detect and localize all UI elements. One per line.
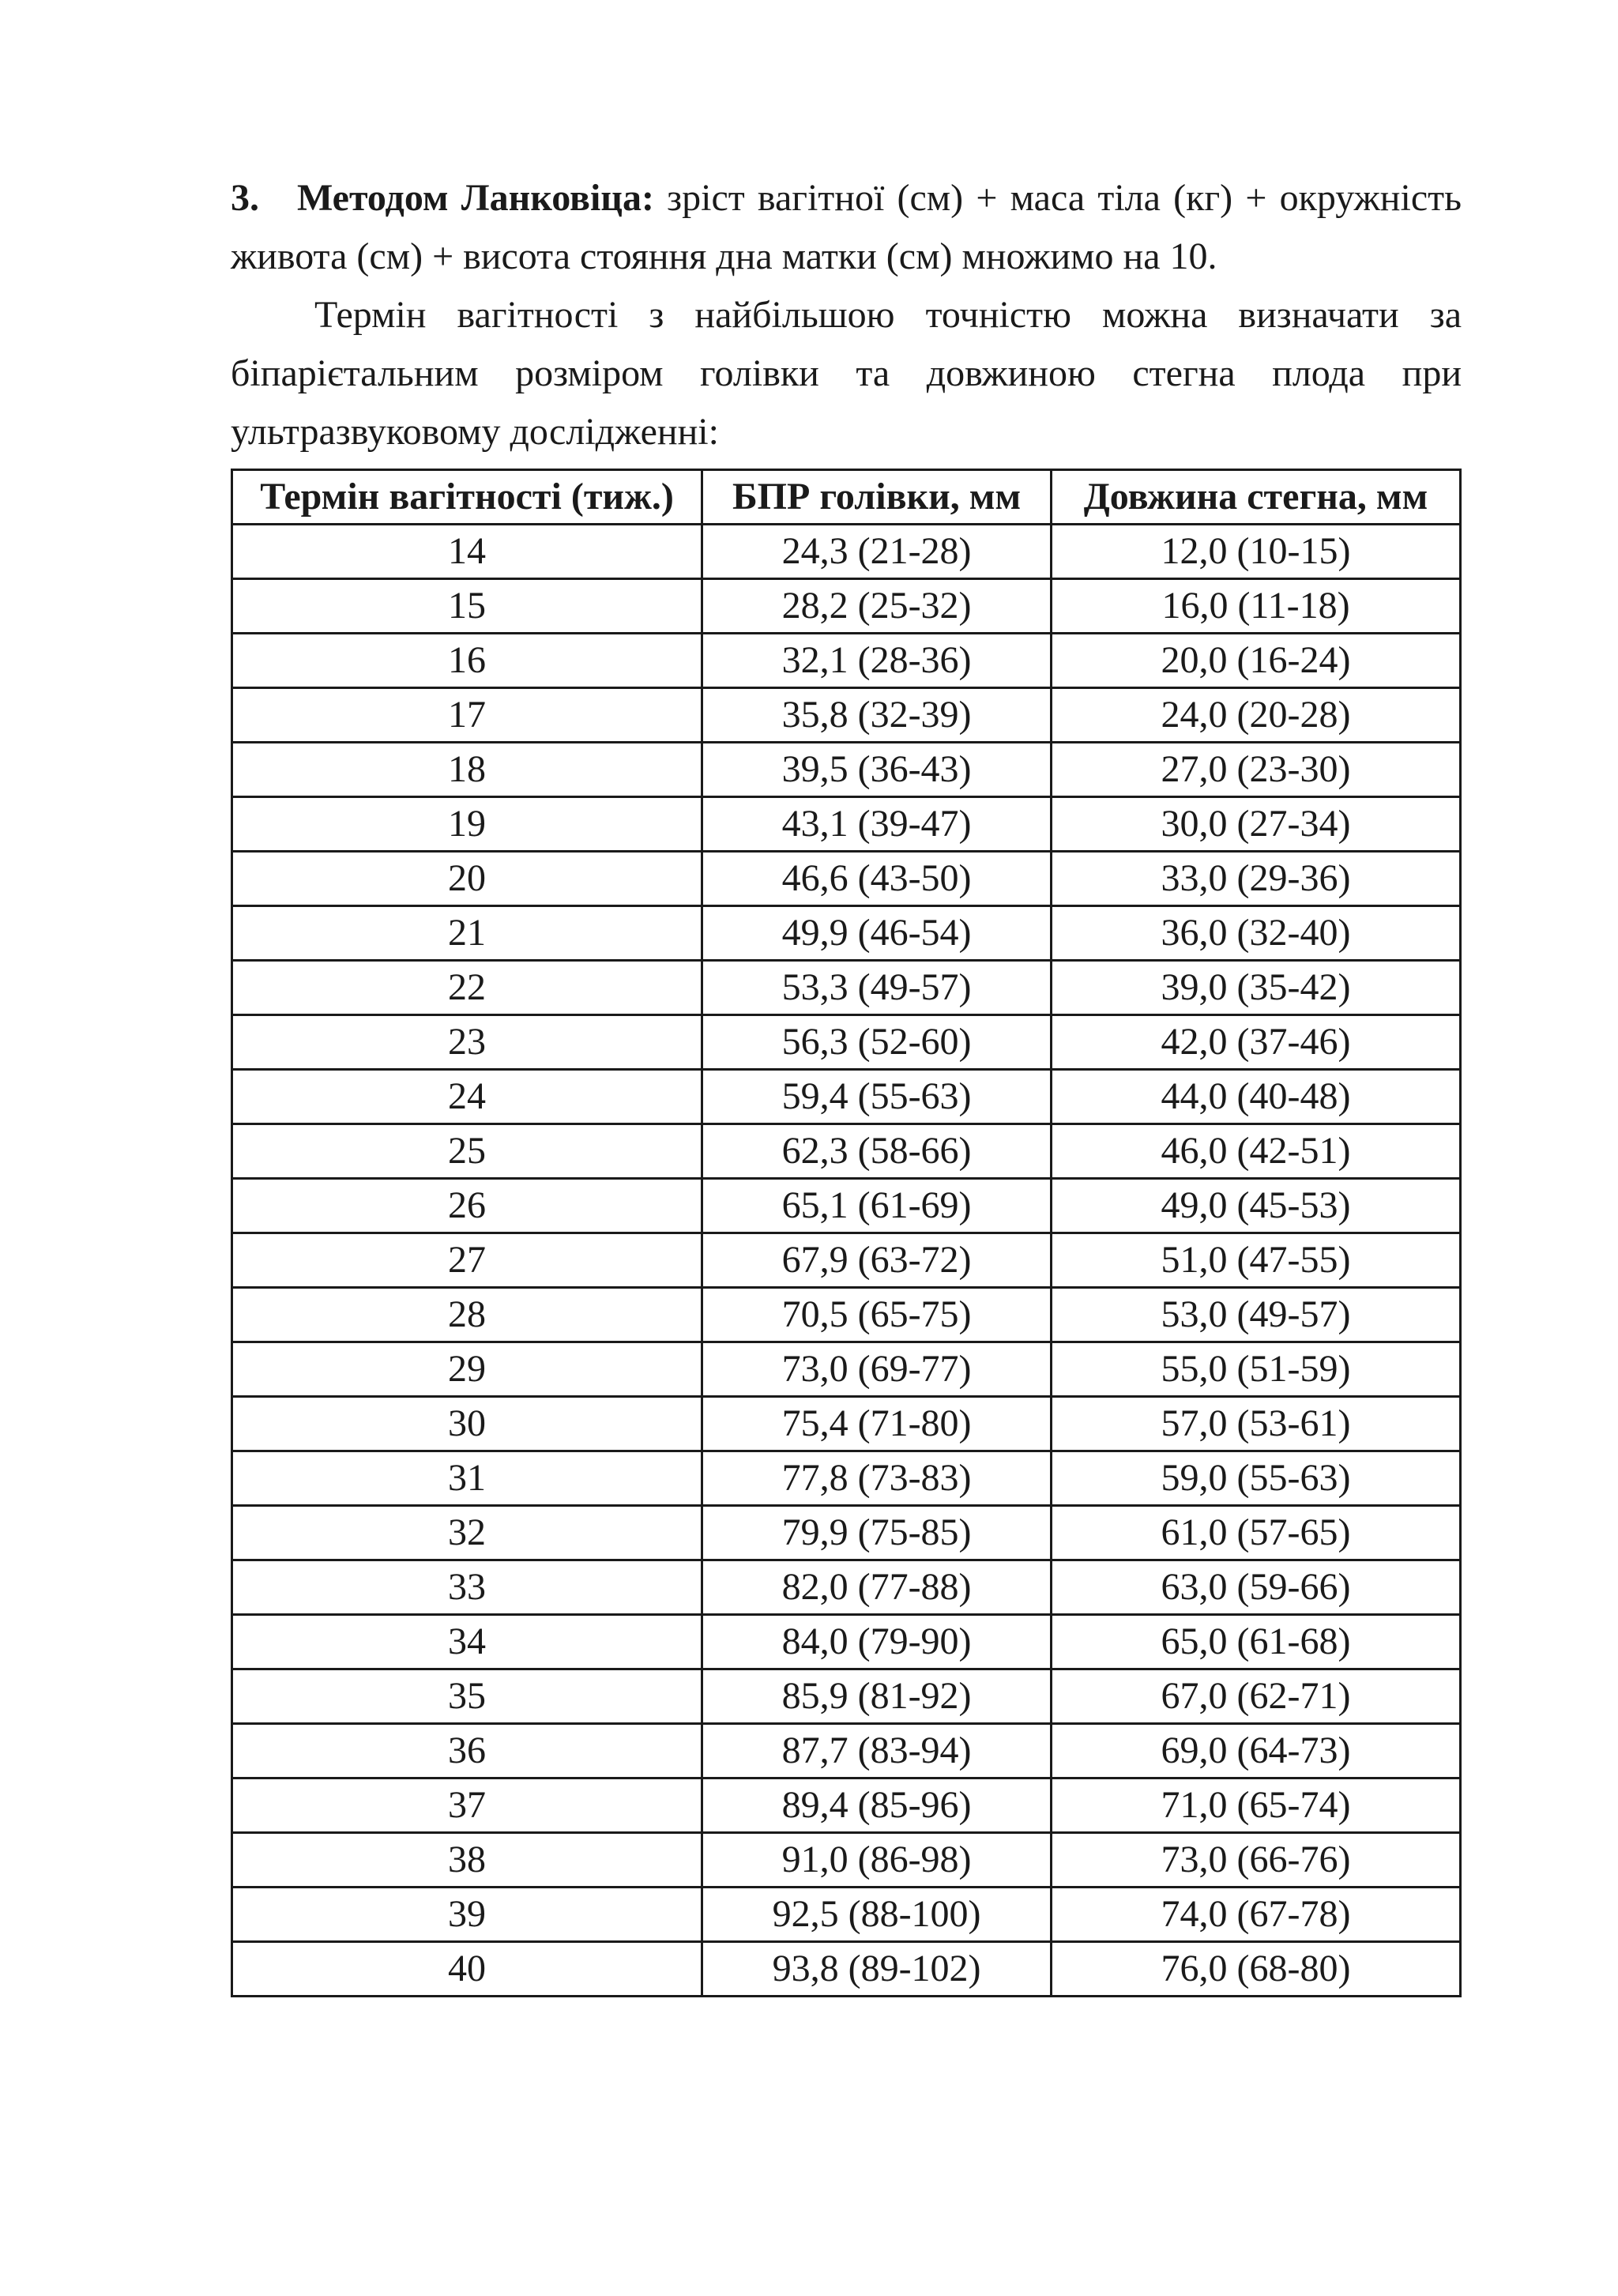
table-row — [232, 1015, 1461, 1070]
cell-femur-length: 36,0 (32-40) — [1052, 906, 1461, 961]
cell-femur-length: 67,0 (62-71) — [1052, 1669, 1461, 1724]
cell-femur-length: 20,0 (16-24) — [1052, 634, 1461, 688]
cell-bpd: 56,3 (52-60) — [702, 1015, 1052, 1070]
cell-femur-length: 46,0 (42-51) — [1052, 1124, 1461, 1179]
method-name: Методом Ланковіца: — [297, 177, 654, 219]
cell-bpd: 46,6 (43-50) — [702, 852, 1052, 906]
table-row — [232, 961, 1461, 1015]
table-row — [232, 1233, 1461, 1288]
cell-gestation-week: 22 — [232, 961, 702, 1015]
cell-bpd: 24,3 (21-28) — [702, 525, 1052, 579]
cell-gestation-week: 24 — [232, 1070, 702, 1124]
cell-bpd: 91,0 (86-98) — [702, 1833, 1052, 1888]
method-paragraph — [231, 169, 1462, 286]
table-row — [232, 797, 1461, 852]
table-row — [232, 1124, 1461, 1179]
cell-femur-length: 44,0 (40-48) — [1052, 1070, 1461, 1124]
cell-bpd: 77,8 (73-83) — [702, 1451, 1052, 1506]
table-header-row — [232, 470, 1461, 525]
table-row — [232, 634, 1461, 688]
cell-gestation-week: 39 — [232, 1888, 702, 1942]
table-row — [232, 906, 1461, 961]
cell-femur-length: 33,0 (29-36) — [1052, 852, 1461, 906]
cell-bpd: 35,8 (32-39) — [702, 688, 1052, 743]
cell-gestation-week: 35 — [232, 1669, 702, 1724]
cell-gestation-week: 25 — [232, 1124, 702, 1179]
cell-bpd: 39,5 (36-43) — [702, 743, 1052, 797]
cell-bpd: 62,3 (58-66) — [702, 1124, 1052, 1179]
cell-gestation-week: 28 — [232, 1288, 702, 1342]
cell-gestation-week: 17 — [232, 688, 702, 743]
table-row — [232, 1451, 1461, 1506]
cell-bpd: 73,0 (69-77) — [702, 1342, 1052, 1397]
cell-femur-length: 76,0 (68-80) — [1052, 1942, 1461, 1997]
table-row — [232, 743, 1461, 797]
cell-bpd: 85,9 (81-92) — [702, 1669, 1052, 1724]
cell-gestation-week: 20 — [232, 852, 702, 906]
table-row — [232, 1615, 1461, 1669]
cell-femur-length: 53,0 (49-57) — [1052, 1288, 1461, 1342]
table-row — [232, 1560, 1461, 1615]
table-row — [232, 1397, 1461, 1451]
table-row — [232, 1724, 1461, 1778]
cell-gestation-week: 18 — [232, 743, 702, 797]
cell-bpd: 28,2 (25-32) — [702, 579, 1052, 634]
table-row — [232, 1669, 1461, 1724]
cell-bpd: 89,4 (85-96) — [702, 1778, 1052, 1833]
cell-femur-length: 59,0 (55-63) — [1052, 1451, 1461, 1506]
cell-bpd: 49,9 (46-54) — [702, 906, 1052, 961]
cell-femur-length: 57,0 (53-61) — [1052, 1397, 1461, 1451]
table-body — [232, 525, 1461, 1997]
cell-femur-length: 51,0 (47-55) — [1052, 1233, 1461, 1288]
cell-bpd: 84,0 (79-90) — [702, 1615, 1052, 1669]
cell-femur-length: 63,0 (59-66) — [1052, 1560, 1461, 1615]
gestation-table — [231, 469, 1462, 1997]
cell-femur-length: 42,0 (37-46) — [1052, 1015, 1461, 1070]
cell-gestation-week: 15 — [232, 579, 702, 634]
cell-femur-length: 24,0 (20-28) — [1052, 688, 1461, 743]
cell-bpd: 93,8 (89-102) — [702, 1942, 1052, 1997]
cell-femur-length: 69,0 (64-73) — [1052, 1724, 1461, 1778]
header-bpd: БПР голівки, мм — [702, 470, 1052, 525]
table-row — [232, 1942, 1461, 1997]
table-row — [232, 1288, 1461, 1342]
table-row — [232, 1778, 1461, 1833]
cell-femur-length: 61,0 (57-65) — [1052, 1506, 1461, 1560]
cell-bpd: 43,1 (39-47) — [702, 797, 1052, 852]
table-row — [232, 1179, 1461, 1233]
cell-gestation-week: 37 — [232, 1778, 702, 1833]
cell-gestation-week: 14 — [232, 525, 702, 579]
cell-gestation-week: 19 — [232, 797, 702, 852]
cell-gestation-week: 27 — [232, 1233, 702, 1288]
cell-bpd: 53,3 (49-57) — [702, 961, 1052, 1015]
cell-bpd: 59,4 (55-63) — [702, 1070, 1052, 1124]
cell-gestation-week: 34 — [232, 1615, 702, 1669]
cell-gestation-week: 29 — [232, 1342, 702, 1397]
cell-bpd: 32,1 (28-36) — [702, 634, 1052, 688]
cell-gestation-week: 23 — [232, 1015, 702, 1070]
header-gestation-week: Термін вагітності (тиж.) — [232, 470, 702, 525]
cell-femur-length: 73,0 (66-76) — [1052, 1833, 1461, 1888]
ultrasound-paragraph: Термін вагітності з найбільшою точністю можна визначати за біпарієтальним розміром голівки та довжиною стегна плода при ультразвуковому дослідженні: — [231, 294, 1462, 453]
cell-femur-length: 65,0 (61-68) — [1052, 1615, 1461, 1669]
cell-femur-length: 39,0 (35-42) — [1052, 961, 1461, 1015]
cell-femur-length: 49,0 (45-53) — [1052, 1179, 1461, 1233]
table-row — [232, 1342, 1461, 1397]
table-row — [232, 579, 1461, 634]
cell-bpd: 82,0 (77-88) — [702, 1560, 1052, 1615]
cell-femur-length: 27,0 (23-30) — [1052, 743, 1461, 797]
cell-bpd: 67,9 (63-72) — [702, 1233, 1052, 1288]
cell-gestation-week: 31 — [232, 1451, 702, 1506]
cell-femur-length: 74,0 (67-78) — [1052, 1888, 1461, 1942]
cell-gestation-week: 32 — [232, 1506, 702, 1560]
document-body — [231, 169, 1462, 461]
cell-gestation-week: 21 — [232, 906, 702, 961]
cell-femur-length: 55,0 (51-59) — [1052, 1342, 1461, 1397]
cell-gestation-week: 33 — [232, 1560, 702, 1615]
table-row — [232, 525, 1461, 579]
method-text: зріст вагітної (см) + маса тіла (кг) + окружність живота (см) + висота стояння дна матки (см) множимо на 10. — [231, 177, 1462, 277]
table-row — [232, 688, 1461, 743]
cell-femur-length: 71,0 (65-74) — [1052, 1778, 1461, 1833]
table-row — [232, 1506, 1461, 1560]
table-row — [232, 1070, 1461, 1124]
cell-bpd: 79,9 (75-85) — [702, 1506, 1052, 1560]
cell-gestation-week: 16 — [232, 634, 702, 688]
cell-femur-length: 30,0 (27-34) — [1052, 797, 1461, 852]
cell-bpd: 70,5 (65-75) — [702, 1288, 1052, 1342]
cell-gestation-week: 40 — [232, 1942, 702, 1997]
cell-gestation-week: 38 — [232, 1833, 702, 1888]
item-number: 3. — [231, 177, 259, 219]
cell-gestation-week: 30 — [232, 1397, 702, 1451]
cell-gestation-week: 36 — [232, 1724, 702, 1778]
cell-gestation-week: 26 — [232, 1179, 702, 1233]
cell-bpd: 75,4 (71-80) — [702, 1397, 1052, 1451]
cell-bpd: 87,7 (83-94) — [702, 1724, 1052, 1778]
cell-bpd: 92,5 (88-100) — [702, 1888, 1052, 1942]
cell-bpd: 65,1 (61-69) — [702, 1179, 1052, 1233]
cell-femur-length: 12,0 (10-15) — [1052, 525, 1461, 579]
cell-femur-length: 16,0 (11-18) — [1052, 579, 1461, 634]
table-row — [232, 1888, 1461, 1942]
table-row — [232, 852, 1461, 906]
table-row — [232, 1833, 1461, 1888]
header-femur-length: Довжина стегна, мм — [1052, 470, 1461, 525]
